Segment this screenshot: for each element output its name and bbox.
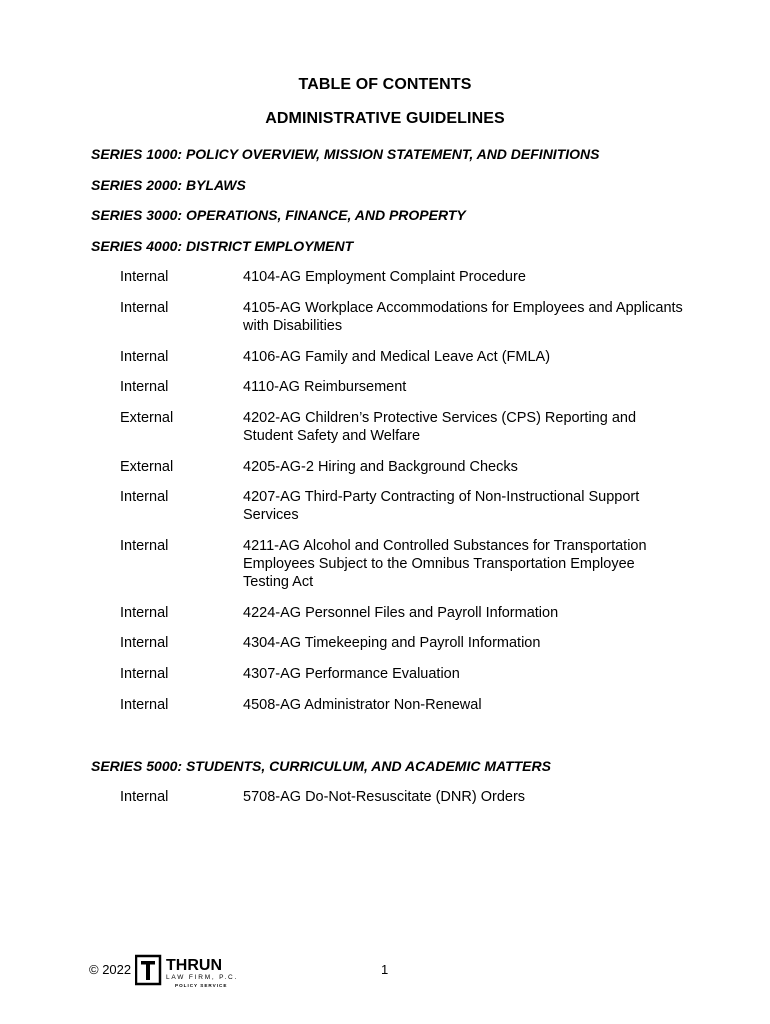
series-2000-heading: SERIES 2000: BYLAWS <box>91 177 246 193</box>
page-number: 1 <box>381 962 389 977</box>
entry-title: 5708-AG Do-Not-Resuscitate (DNR) Orders <box>243 789 526 805</box>
entry-type: Internal <box>120 379 169 395</box>
series-3000-heading: SERIES 3000: OPERATIONS, FINANCE, AND PROPERTY <box>91 207 466 223</box>
series-4000-heading: SERIES 4000: DISTRICT EMPLOYMENT <box>91 238 354 254</box>
entry-type: Internal <box>120 635 169 651</box>
entry-title: 4508-AG Administrator Non-Renewal <box>243 697 482 713</box>
entry-type: Internal <box>120 697 169 713</box>
entry-type: External <box>120 410 174 426</box>
entry-title: 4307-AG Performance Evaluation <box>243 666 460 682</box>
page-title: TABLE OF CONTENTS <box>298 76 472 93</box>
entry-title: 4211-AG Alcohol and Controlled Substances for Transportation Employees Subject to the Omnibus Transportation Employee Testing Act <box>243 538 647 590</box>
entry-title: 4106-AG Family and Medical Leave Act (FMLA) <box>243 349 551 365</box>
entry-title: 4304-AG Timekeeping and Payroll Information <box>243 635 541 651</box>
entry-type: Internal <box>120 605 169 621</box>
entry-title: 4104-AG Employment Complaint Procedure <box>243 269 526 285</box>
entry-type: Internal <box>120 666 169 682</box>
series-1000-heading: SERIES 1000: POLICY OVERVIEW, MISSION STATEMENT, AND DEFINITIONS <box>91 146 600 162</box>
thrun-logo-mark-icon <box>135 954 245 990</box>
entry-title: 4205-AG-2 Hiring and Background Checks <box>243 459 518 475</box>
page-subtitle: ADMINISTRATIVE GUIDELINES <box>265 110 505 127</box>
series-5000-heading: SERIES 5000: STUDENTS, CURRICULUM, AND ACADEMIC MATTERS <box>91 758 551 774</box>
logo-subtitle: LAW FIRM, P.C. <box>166 974 239 981</box>
entry-type: Internal <box>120 489 169 505</box>
entry-type: Internal <box>120 538 169 554</box>
entry-title: 4207-AG Third-Party Contracting of Non-Instructional Support Services <box>243 489 640 523</box>
entry-type: External <box>120 459 174 475</box>
entry-type: Internal <box>120 300 169 316</box>
entry-type: Internal <box>120 349 169 365</box>
entry-type: Internal <box>120 789 169 805</box>
entry-title: 4202-AG Children’s Protective Services (CPS) Reporting and Student Safety and Welfare <box>243 410 637 444</box>
entry-title: 4110-AG Reimbursement <box>243 379 407 395</box>
entry-type: Internal <box>120 269 169 285</box>
entry-title: 4105-AG Workplace Accommodations for Employees and Applicants with Disabilities <box>243 300 683 334</box>
thrun-logo <box>135 954 245 990</box>
logo-tagline: POLICY SERVICE <box>175 983 228 988</box>
entry-title: 4224-AG Personnel Files and Payroll Information <box>243 605 559 621</box>
logo-name: THRUN <box>166 957 222 974</box>
copyright-notice: © 2022 <box>89 962 132 977</box>
